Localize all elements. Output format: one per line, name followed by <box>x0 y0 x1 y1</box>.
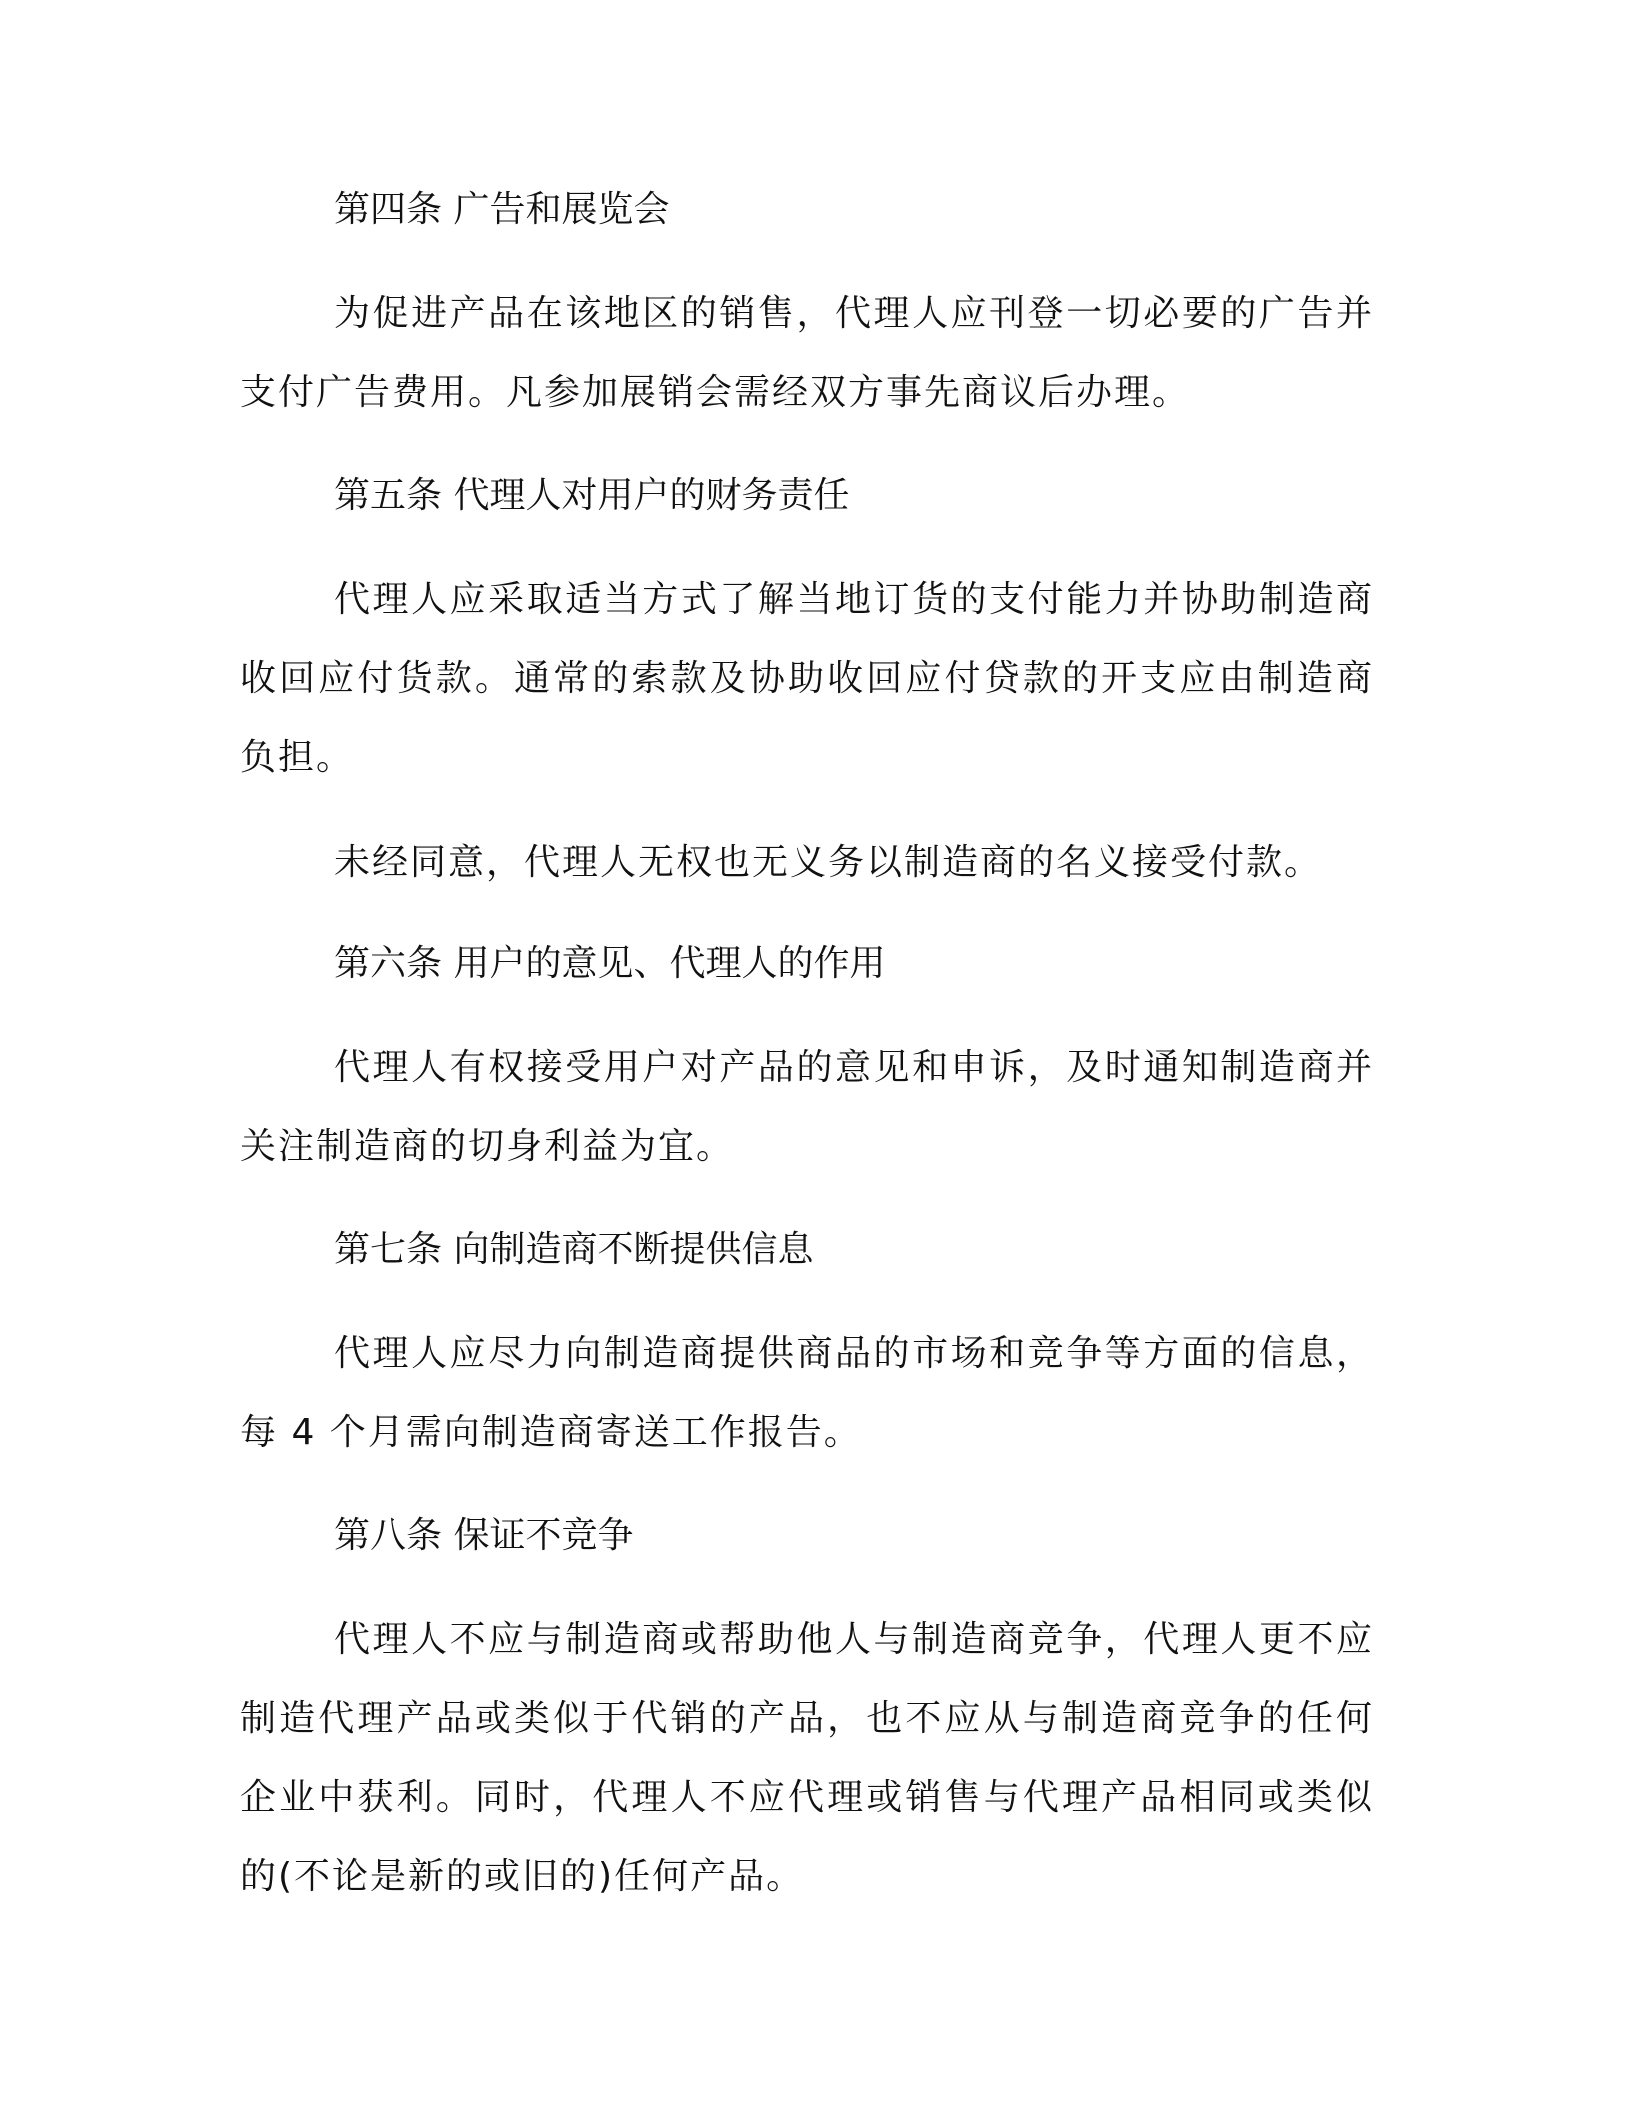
article-5-paragraph-1: 代理人应采取适当方式了解当地订货的支付能力并协助制造商收回应付货款。通常的索款及协助收回应付贷款的开支应由制造商负担。 <box>240 579 1374 778</box>
article-8-paragraph: 代理人不应与制造商或帮助他人与制造商竞争，代理人更不应制造代理产品或类似于代销的产品，也不应从与制造商竞争的任何企业中获利。同时，代理人不应代理或销售与代理产品相同或类似的(不论是新的或旧的)任何产品。 <box>240 1619 1374 1897</box>
document-body <box>240 186 1374 1956</box>
article-6-paragraph: 代理人有权接受用户对产品的意见和申诉，及时通知制造商并关注制造商的切身利益为宜。 <box>240 1047 1374 1167</box>
article-7-heading: 第七条 向制造商不断提供信息 <box>334 1229 814 1270</box>
article-4-paragraph: 为促进产品在该地区的销售，代理人应刊登一切必要的广告并支付广告费用。凡参加展销会需经双方事先商议后办理。 <box>240 293 1374 413</box>
article-5-paragraph-2: 未经同意，代理人无权也无义务以制造商的名义接受付款。 <box>334 842 1323 883</box>
article-5-heading: 第五条 代理人对用户的财务责任 <box>334 475 850 516</box>
article-7-paragraph: 代理人应尽力向制造商提供商品的市场和竞争等方面的信息，每 4 个月需向制造商寄送工作报告。 <box>240 1333 1374 1453</box>
article-4-heading: 第四条 广告和展览会 <box>334 189 670 230</box>
article-6-heading: 第六条 用户的意见、代理人的作用 <box>334 943 886 984</box>
article-8-heading: 第八条 保证不竞争 <box>334 1515 634 1556</box>
